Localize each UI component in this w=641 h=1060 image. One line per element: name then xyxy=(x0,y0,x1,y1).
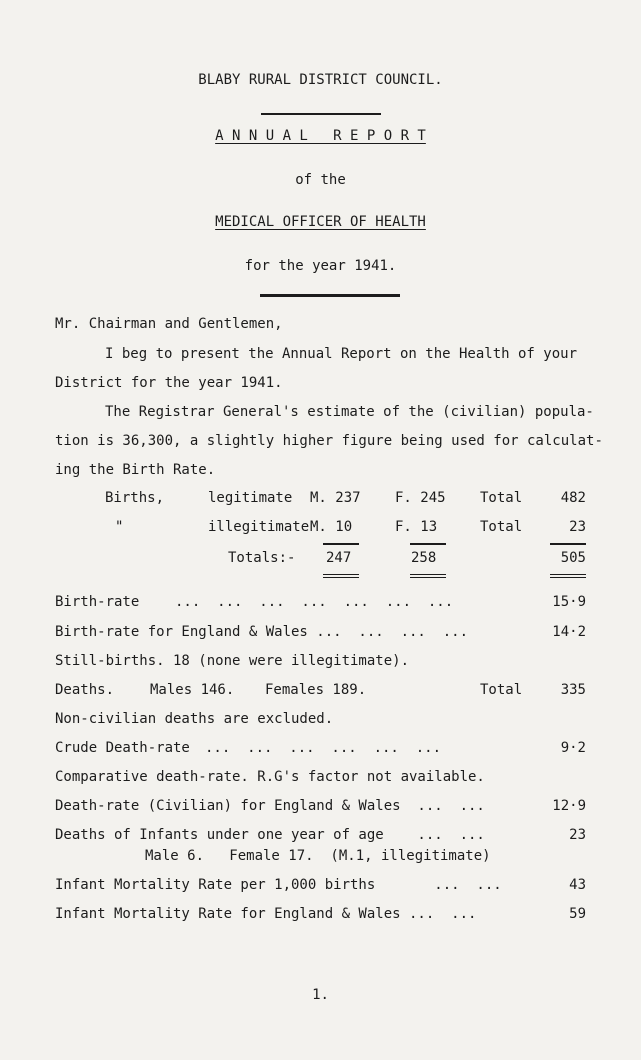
births-total: 23 xyxy=(569,519,586,535)
births-kind: illegitimate xyxy=(208,519,310,535)
birth-rate-value: 15·9 xyxy=(552,594,586,610)
female-sum-rule xyxy=(410,543,446,545)
deaths-females: Females 189. xyxy=(265,682,367,698)
crude-death-rate-leader: ... ... ... ... ... ... xyxy=(205,740,442,756)
totals-total: 505 xyxy=(560,550,586,566)
title-rule xyxy=(261,113,381,115)
infant-mortality-label: Infant Mortality Rate per 1,000 births ... ... xyxy=(55,877,502,893)
birth-rate-leader: ... ... ... ... ... ... ... xyxy=(175,594,454,610)
deaths-males: Males 146. xyxy=(150,682,235,698)
deaths-total: 335 xyxy=(560,682,586,698)
death-rate-ew-value: 12·9 xyxy=(552,798,586,814)
infant-mortality-ew-label: Infant Mortality Rate for England & Wales ... ... xyxy=(55,906,477,922)
births-female: F. 13 xyxy=(395,519,438,535)
births-total-label: Total xyxy=(480,490,523,506)
infant-mortality-value: 43 xyxy=(569,877,586,893)
deaths-label: Deaths. xyxy=(55,682,115,698)
birth-rate-ew-label: Birth-rate for England & Wales ... ... ... ... xyxy=(55,624,469,640)
totals-female: 258 xyxy=(411,550,437,566)
paragraph-2-line-1: The Registrar General's estimate of the (civilian) popula- xyxy=(105,404,594,420)
annual-report-heading: A N N U A L R E P O R T xyxy=(215,128,426,144)
comparative-death-rate: Comparative death-rate. R.G's factor not available. xyxy=(55,769,485,785)
page-number: 1. xyxy=(312,987,329,1003)
still-births: Still-births. 18 (none were illegitimate). xyxy=(55,653,410,669)
infant-deaths-value: 23 xyxy=(569,827,586,843)
births-female: F. 245 xyxy=(395,490,446,506)
non-civilian-note: Non-civilian deaths are excluded. xyxy=(55,711,334,727)
male-double-rule xyxy=(323,574,359,578)
infant-deaths-breakdown: Male 6. Female 17. (M.1, illegitimate) xyxy=(145,848,491,864)
paragraph-2-line-3: ing the Birth Rate. xyxy=(55,462,216,478)
medical-officer-heading: MEDICAL OFFICER OF HEALTH xyxy=(215,214,426,230)
council-title: BLABY RURAL DISTRICT COUNCIL. xyxy=(198,72,443,88)
births-label: Births, xyxy=(105,490,165,506)
death-rate-ew-label: Death-rate (Civilian) for England & Wales ... ... xyxy=(55,798,485,814)
deaths-total-label: Total xyxy=(480,682,523,698)
births-total-label: Total xyxy=(480,519,523,535)
of-the-text: of the xyxy=(295,172,346,188)
paragraph-2-line-2: tion is 36,300, a slightly higher figure being used for calculat- xyxy=(55,433,603,449)
salutation: Mr. Chairman and Gentlemen, xyxy=(55,316,283,332)
births-total: 482 xyxy=(560,490,586,506)
female-double-rule xyxy=(410,574,446,578)
male-sum-rule xyxy=(323,543,359,545)
births-male: M. 10 xyxy=(310,519,353,535)
paragraph-1-line-2: District for the year 1941. xyxy=(55,375,283,391)
births-kind: legitimate xyxy=(208,490,293,506)
total-double-rule xyxy=(550,574,586,578)
births-male: M. 237 xyxy=(310,490,361,506)
births-ditto: " xyxy=(115,519,124,535)
year-line: for the year 1941. xyxy=(244,258,397,274)
total-sum-rule xyxy=(550,543,586,545)
infant-deaths-label: Deaths of Infants under one year of age ... ... xyxy=(55,827,485,843)
infant-mortality-ew-value: 59 xyxy=(569,906,586,922)
crude-death-rate-value: 9·2 xyxy=(560,740,586,756)
birth-rate-ew-value: 14·2 xyxy=(552,624,586,640)
birth-rate-label: Birth-rate xyxy=(55,594,140,610)
paragraph-1-line-1: I beg to present the Annual Report on the Health of your xyxy=(105,346,578,362)
totals-label: Totals:- xyxy=(228,550,296,566)
crude-death-rate-label: Crude Death-rate xyxy=(55,740,190,756)
totals-male: 247 xyxy=(326,550,352,566)
heading-bottom-rule xyxy=(260,294,400,297)
